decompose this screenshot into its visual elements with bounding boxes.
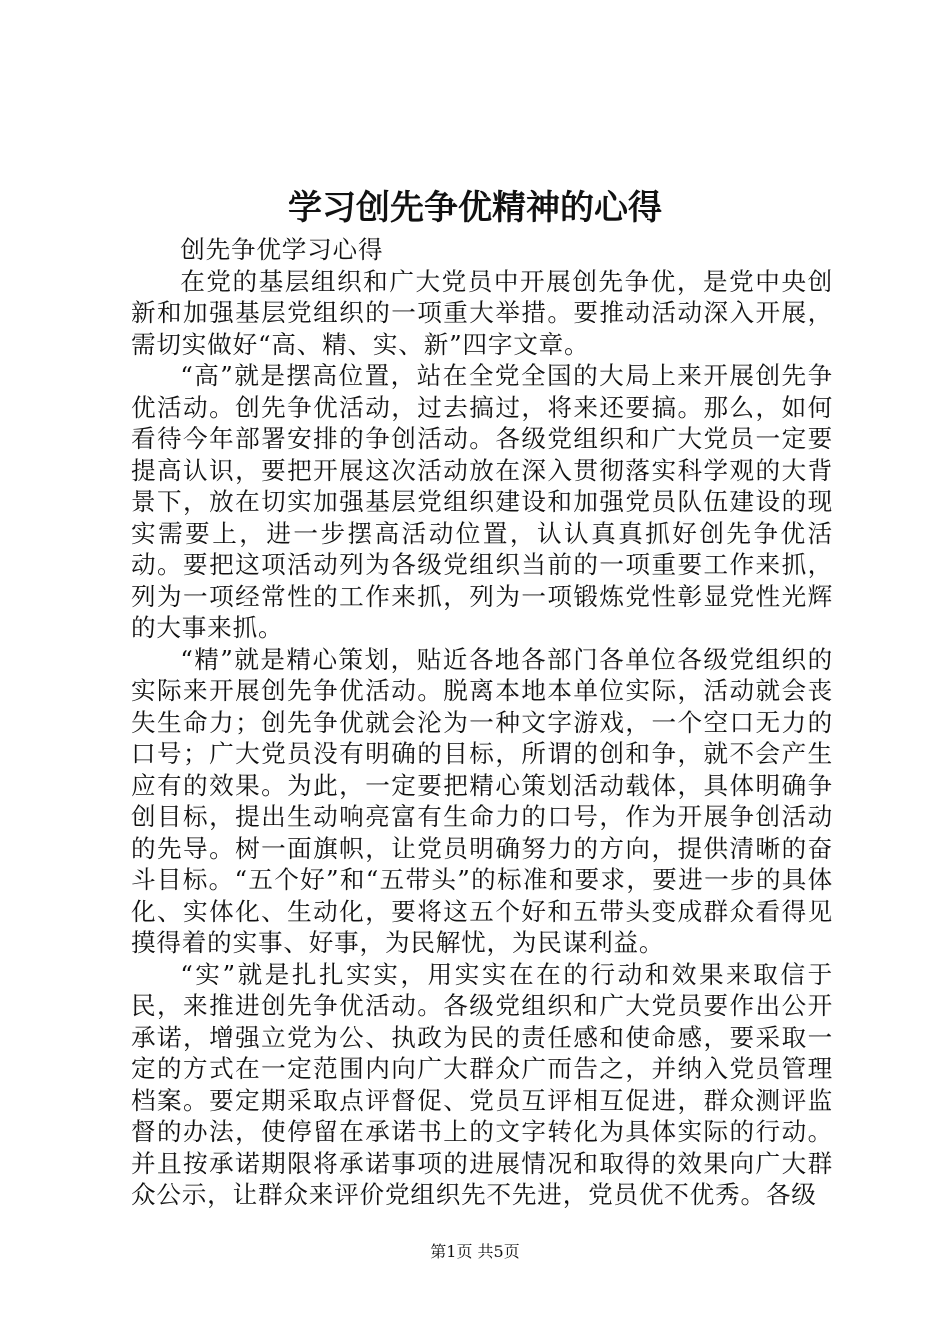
document-title: 学习创先争优精神的心得 bbox=[288, 188, 662, 228]
paragraph-shi: “实”就是扎扎实实，用实实在在的行动和效果来取信于民，来推进创先争优活动。各级党组织和广大党员要作出公开承诺，增强立党为公、执政为民的责任感和使命感，要采取一定的方式在一定范围内向广大群众广而告之，并纳入党员管理档案。要定期采取点评督促、党员互评相互促进，群众测评监督的办法，使停留在承诺书上的文字转化为具体实际的行动。并且按承诺期限将承诺事项的进展情况和取得的效果向广大群众公示，让群众来评价党组织先不先进，党员优不优秀。各级 bbox=[131, 959, 833, 1209]
document-subtitle: 创先争优学习心得 bbox=[180, 235, 384, 264]
paragraph-intro: 在党的基层组织和广大党员中开展创先争优，是党中央创新和加强基层党组织的一项重大举措。要推动活动深入开展，需切实做好“高、精、实、新”四字文章。 bbox=[131, 266, 833, 359]
document-body bbox=[131, 234, 833, 1211]
page-number-footer: 第1页 共5页 bbox=[430, 1242, 520, 1261]
paragraph-gao: “高”就是摆高位置，站在全党全国的大局上来开展创先争优活动。创先争优活动，过去搞过，将来还要搞。那么，如何看待今年部署安排的争创活动。各级党组织和广大党员一定要提高认识，要把开展这次活动放在深入贯彻落实科学观的大背景下，放在切实加强基层党组织建设和加强党员队伍建设的现实需要上，进一步摆高活动位置，认认真真抓好创先争优活动。要把这项活动列为各级党组织当前的一项重要工作来抓，列为一项经常性的工作来抓，列为一项锻炼党性彰显党性光辉的大事来抓。 bbox=[131, 361, 833, 642]
paragraph-jing: “精”就是精心策划，贴近各地各部门各单位各级党组织的实际来开展创先争优活动。脱离本地本单位实际，活动就会丧失生命力；创先争优就会沦为一种文字游戏，一个空口无力的口号；广大党员没有明确的目标，所谓的创和争，就不会产生应有的效果。为此，一定要把精心策划活动载体，具体明确争创目标，提出生动响亮富有生命力的口号，作为开展争创活动的先导。树一面旗帜，让党员明确努力的方向，提供清晰的奋斗目标。“五个好”和“五带头”的标准和要求，要进一步的具体化、实体化、生动化，要将这五个好和五带头变成群众看得见摸得着的实事、好事，为民解忧，为民谋利益。 bbox=[131, 644, 833, 957]
